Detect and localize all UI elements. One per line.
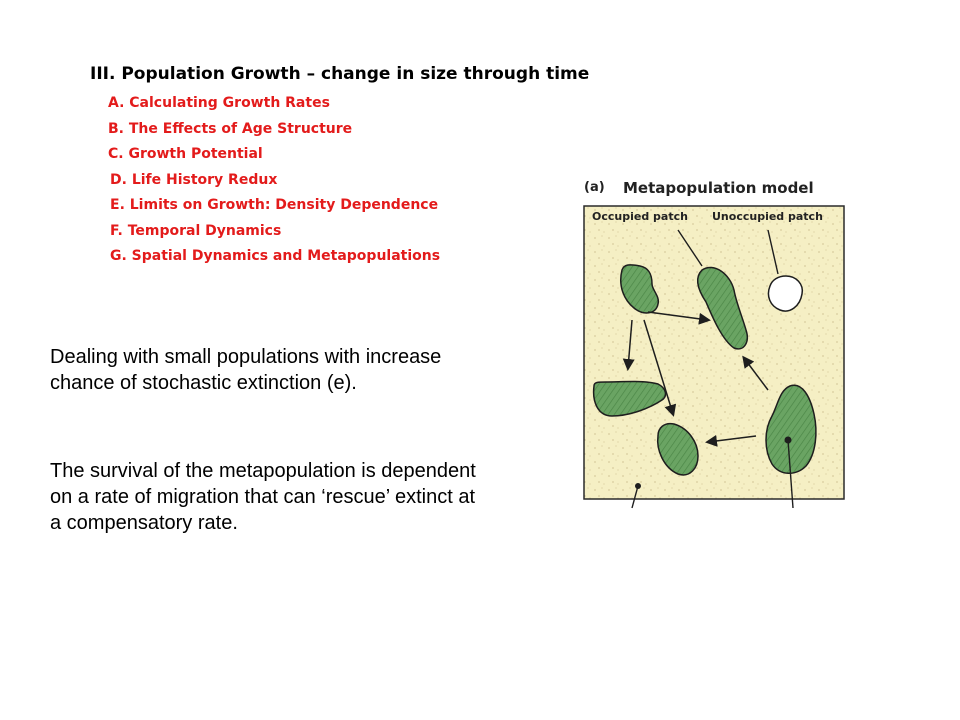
metapopulation-figure: [578, 178, 850, 510]
slide-heading: III. Population Growth – change in size through time: [90, 64, 590, 84]
occupied-patch-label: Occupied patch: [592, 210, 688, 223]
outline-item-g: G. Spatial Dynamics and Metapopulations: [110, 248, 441, 264]
outline-item-e: E. Limits on Growth: Density Dependence: [110, 197, 439, 213]
outline-item-b: B. The Effects of Age Structure: [108, 121, 353, 137]
outline-item-d: D. Life History Redux: [110, 172, 278, 188]
unoccupied-patch-label: Unoccupied patch: [712, 210, 823, 223]
metapopulation-diagram: [578, 178, 850, 510]
figure-part-label: (a): [584, 180, 605, 195]
outline-item-f: F. Temporal Dynamics: [110, 223, 282, 239]
figure-title: Metapopulation model: [623, 179, 814, 197]
outline-item-a: A. Calculating Growth Rates: [108, 95, 330, 111]
unoccupied-patch: [768, 276, 802, 311]
paragraph-rescue: The survival of the metapopulation is dependent on a rate of migration that can ‘rescue’ extinct at a compensatory rate.: [50, 460, 476, 534]
paragraph-extinction: Dealing with small populations with increase chance of stochastic extinction (e).: [50, 346, 442, 394]
outline-item-c: C. Growth Potential: [108, 146, 263, 162]
